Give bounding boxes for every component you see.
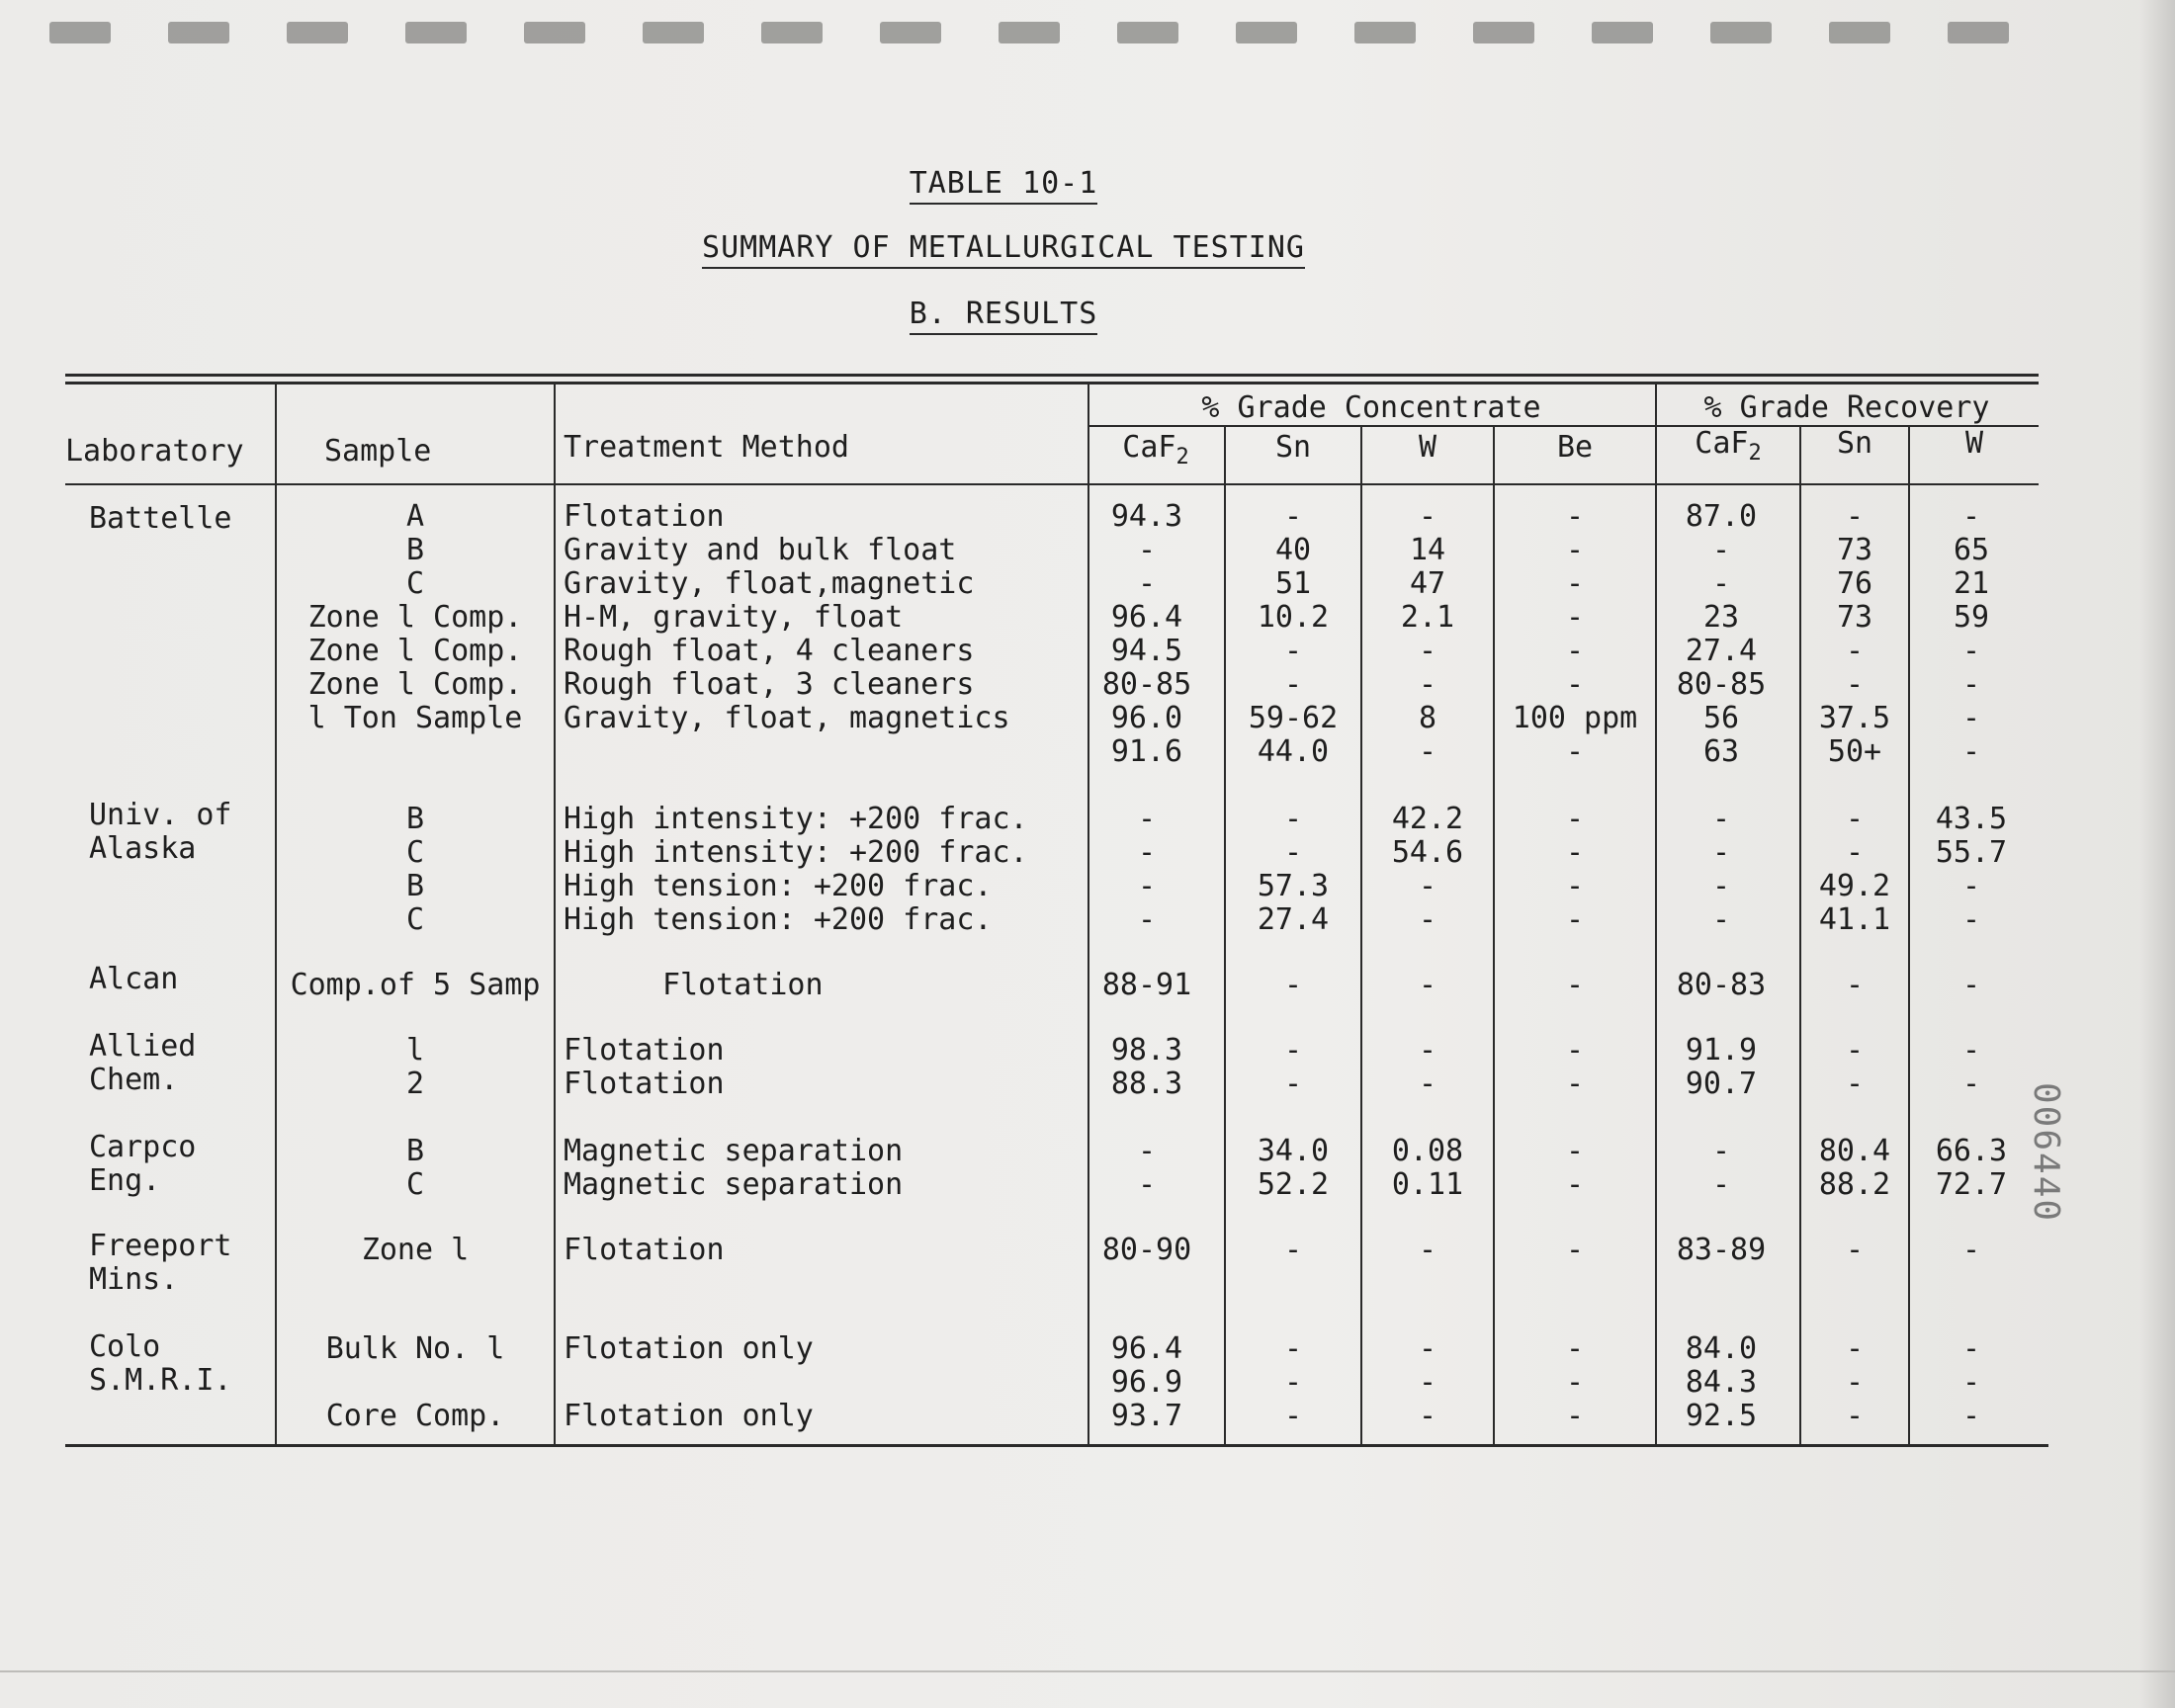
concentrate-sn-cell: - — [1283, 1399, 1303, 1433]
sample-cell: B — [405, 869, 425, 903]
recovery-caf2-cell: 63 — [1702, 734, 1740, 769]
table-bottom-rule — [65, 1444, 2048, 1447]
table-number: TABLE 10-1 — [0, 166, 2007, 201]
treatment-method-cell: Flotation — [662, 968, 824, 1002]
sample-cell: Zone l Comp. — [307, 600, 523, 635]
concentrate-be-cell: - — [1565, 600, 1585, 635]
concentrate-w-cell: - — [1418, 1233, 1437, 1267]
concentrate-sn-cell: 40 — [1274, 533, 1312, 567]
concentrate-caf2-cell: - — [1137, 869, 1157, 903]
recovery-caf2-cell: - — [1711, 1167, 1731, 1202]
recovery-w-cell: 65 — [1953, 533, 1990, 567]
recovery-sn-cell: 73 — [1836, 600, 1873, 635]
header-c-sn: Sn — [1274, 430, 1312, 465]
concentrate-caf2-cell: - — [1137, 566, 1157, 601]
recovery-sn-cell: - — [1845, 1233, 1865, 1267]
recovery-w-cell: - — [1961, 1067, 1981, 1101]
recovery-sn-cell: - — [1845, 1399, 1865, 1433]
header-grade-concentrate: % Grade Concentrate — [1201, 390, 1541, 425]
recovery-w-cell: - — [1961, 499, 1981, 534]
page-edge-shadow — [2139, 0, 2175, 1708]
header-c-caf2: CaF$_2$ — [1122, 430, 1189, 470]
concentrate-caf2-cell: 96.4 — [1110, 1331, 1183, 1366]
header-c-w: W — [1418, 430, 1437, 465]
concentrate-be-cell: - — [1565, 902, 1585, 937]
treatment-method-cell: Gravity and bulk float — [564, 533, 957, 567]
recovery-sn-cell: - — [1845, 667, 1865, 702]
recovery-w-cell: 55.7 — [1935, 835, 2008, 870]
page-stamp-number: 006440 — [2026, 1082, 2066, 1224]
table-title: SUMMARY OF METALLURGICAL TESTING — [0, 230, 2007, 265]
recovery-sn-cell: 37.5 — [1818, 701, 1891, 735]
sample-cell: l Ton Sample — [307, 701, 523, 735]
treatment-method-cell: H-M, gravity, float — [564, 600, 904, 635]
concentrate-sn-cell: - — [1283, 802, 1303, 836]
sample-cell: B — [405, 1134, 425, 1168]
concentrate-caf2-cell: 80-85 — [1101, 667, 1192, 702]
concentrate-sn-cell: - — [1283, 499, 1303, 534]
recovery-sn-cell: 80.4 — [1818, 1134, 1891, 1168]
concentrate-w-cell: 8 — [1418, 701, 1437, 735]
concentrate-sn-cell: - — [1283, 1365, 1303, 1400]
concentrate-w-cell: - — [1418, 869, 1437, 903]
recovery-w-cell: 21 — [1953, 566, 1990, 601]
recovery-sn-cell: - — [1845, 802, 1865, 836]
concentrate-sn-cell: - — [1283, 1233, 1303, 1267]
recovery-sn-cell: 88.2 — [1818, 1167, 1891, 1202]
lab-name: Freeport — [89, 1229, 232, 1263]
sample-cell: 2 — [405, 1067, 425, 1101]
concentrate-be-cell: - — [1565, 634, 1585, 668]
sample-cell: C — [405, 902, 425, 937]
concentrate-w-cell: 42.2 — [1391, 802, 1464, 836]
sample-cell: C — [405, 835, 425, 870]
concentrate-w-cell: - — [1418, 1399, 1437, 1433]
concentrate-be-cell: - — [1565, 1331, 1585, 1366]
sample-cell: C — [405, 1167, 425, 1202]
lab-name-line2: S.M.R.I. — [89, 1363, 232, 1398]
concentrate-be-cell: - — [1565, 1033, 1585, 1068]
header-bottom-rule — [65, 483, 2039, 485]
concentrate-w-cell: - — [1418, 1365, 1437, 1400]
concentrate-caf2-cell: - — [1137, 835, 1157, 870]
treatment-method-cell: Flotation — [564, 1067, 725, 1101]
concentrate-w-cell: 0.11 — [1391, 1167, 1464, 1202]
concentrate-be-cell: - — [1565, 1233, 1585, 1267]
recovery-caf2-cell: 56 — [1702, 701, 1740, 735]
recovery-caf2-cell: 23 — [1702, 600, 1740, 635]
concentrate-sn-cell: - — [1283, 634, 1303, 668]
concentrate-w-cell: 2.1 — [1400, 600, 1455, 635]
recovery-sn-cell: 73 — [1836, 533, 1873, 567]
recovery-sn-cell: - — [1845, 968, 1865, 1002]
recovery-caf2-cell: 80-83 — [1676, 968, 1767, 1002]
recovery-sn-cell: 50+ — [1827, 734, 1882, 769]
concentrate-sn-cell: 52.2 — [1257, 1167, 1330, 1202]
recovery-caf2-cell: 92.5 — [1685, 1399, 1758, 1433]
concentrate-be-cell: - — [1565, 667, 1585, 702]
lab-name-line2: Mins. — [89, 1262, 179, 1297]
concentrate-caf2-cell: 94.5 — [1110, 634, 1183, 668]
concentrate-w-cell: - — [1418, 1033, 1437, 1068]
concentrate-caf2-cell: 91.6 — [1110, 734, 1183, 769]
recovery-sn-cell: - — [1845, 1033, 1865, 1068]
concentrate-be-cell: - — [1565, 533, 1585, 567]
treatment-method-cell: High intensity: +200 frac. — [564, 802, 1028, 836]
concentrate-caf2-cell: 94.3 — [1110, 499, 1183, 534]
sample-cell: Zone l — [361, 1233, 470, 1267]
concentrate-sn-cell: 34.0 — [1257, 1134, 1330, 1168]
recovery-w-cell: - — [1961, 667, 1981, 702]
concentrate-sn-cell: 10.2 — [1257, 600, 1330, 635]
recovery-caf2-cell: 27.4 — [1685, 634, 1758, 668]
treatment-method-cell: Flotation only — [564, 1331, 814, 1366]
concentrate-sn-cell: - — [1283, 1067, 1303, 1101]
recovery-sn-cell: - — [1845, 499, 1865, 534]
header-treatment-method: Treatment Method — [564, 430, 849, 465]
recovery-caf2-cell: 91.9 — [1685, 1033, 1758, 1068]
recovery-w-cell: - — [1961, 734, 1981, 769]
concentrate-sn-cell: - — [1283, 1331, 1303, 1366]
sample-cell: C — [405, 566, 425, 601]
recovery-caf2-cell: - — [1711, 902, 1731, 937]
treatment-method-cell: Flotation only — [564, 1399, 814, 1433]
recovery-sn-cell: 76 — [1836, 566, 1873, 601]
recovery-w-cell: - — [1961, 1399, 1981, 1433]
table-top-rule-double — [65, 382, 2039, 384]
recovery-caf2-cell: 90.7 — [1685, 1067, 1758, 1101]
concentrate-sn-cell: 44.0 — [1257, 734, 1330, 769]
recovery-sn-cell: 49.2 — [1818, 869, 1891, 903]
sample-cell: Core Comp. — [325, 1399, 505, 1433]
col-rule-sample — [275, 384, 277, 1444]
concentrate-be-cell: - — [1565, 1365, 1585, 1400]
concentrate-sn-cell: - — [1283, 835, 1303, 870]
concentrate-sn-cell: 27.4 — [1257, 902, 1330, 937]
col-rule-treatment — [554, 384, 556, 1444]
treatment-method-cell: Rough float, 4 cleaners — [564, 634, 975, 668]
recovery-sn-cell: - — [1845, 1365, 1865, 1400]
concentrate-caf2-cell: - — [1137, 533, 1157, 567]
lab-name-line2: Eng. — [89, 1163, 161, 1198]
recovery-w-cell: - — [1961, 701, 1981, 735]
lab-name: Alcan — [89, 962, 179, 996]
concentrate-caf2-cell: - — [1137, 1134, 1157, 1168]
header-sample: Sample — [324, 434, 432, 469]
recovery-w-cell: 66.3 — [1935, 1134, 2008, 1168]
concentrate-caf2-cell: 80-90 — [1101, 1233, 1192, 1267]
concentrate-caf2-cell: - — [1137, 802, 1157, 836]
concentrate-w-cell: - — [1418, 734, 1437, 769]
recovery-w-cell: 59 — [1953, 600, 1990, 635]
treatment-method-cell: High tension: +200 frac. — [564, 902, 993, 937]
concentrate-w-cell: 14 — [1409, 533, 1446, 567]
sample-cell: A — [405, 499, 425, 534]
concentrate-caf2-cell: - — [1137, 1167, 1157, 1202]
header-grade-recovery: % Grade Recovery — [1703, 390, 1990, 425]
sample-cell: B — [405, 802, 425, 836]
concentrate-w-cell: 47 — [1409, 566, 1446, 601]
lab-name-line2: Chem. — [89, 1063, 179, 1097]
concentrate-caf2-cell: 88-91 — [1101, 968, 1192, 1002]
spiral-binding — [40, 12, 2076, 51]
treatment-method-cell: Gravity, float, magnetics — [564, 701, 1010, 735]
concentrate-caf2-cell: 93.7 — [1110, 1399, 1183, 1433]
recovery-sn-cell: - — [1845, 1331, 1865, 1366]
recovery-w-cell: 43.5 — [1935, 802, 2008, 836]
treatment-method-cell: High tension: +200 frac. — [564, 869, 993, 903]
sample-cell: Zone l Comp. — [307, 634, 523, 668]
concentrate-sn-cell: 59-62 — [1248, 701, 1339, 735]
recovery-caf2-cell: 80-85 — [1676, 667, 1767, 702]
treatment-method-cell: Flotation — [564, 1033, 725, 1068]
concentrate-w-cell: - — [1418, 634, 1437, 668]
recovery-w-cell: - — [1961, 968, 1981, 1002]
lab-name: Allied — [89, 1029, 197, 1064]
recovery-w-cell: - — [1961, 1365, 1981, 1400]
recovery-caf2-cell: 87.0 — [1685, 499, 1758, 534]
treatment-method-cell: Rough float, 3 cleaners — [564, 667, 975, 702]
recovery-w-cell: - — [1961, 869, 1981, 903]
treatment-method-cell: Gravity, float,magnetic — [564, 566, 975, 601]
header-laboratory: Laboratory — [65, 434, 244, 469]
concentrate-caf2-cell: - — [1137, 902, 1157, 937]
sample-cell: Comp.of 5 Samp — [290, 968, 541, 1002]
treatment-method-cell: Flotation — [564, 499, 725, 534]
recovery-caf2-cell: 83-89 — [1676, 1233, 1767, 1267]
recovery-caf2-cell: - — [1711, 802, 1731, 836]
concentrate-be-cell: - — [1565, 1399, 1585, 1433]
lab-name: Battelle — [89, 501, 232, 536]
recovery-caf2-cell: 84.3 — [1685, 1365, 1758, 1400]
concentrate-be-cell: - — [1565, 734, 1585, 769]
header-c-be: Be — [1556, 430, 1594, 465]
header-r-caf2: CaF$_2$ — [1695, 426, 1762, 466]
concentrate-sn-cell: 51 — [1274, 566, 1312, 601]
sample-cell: B — [405, 533, 425, 567]
recovery-sn-cell: - — [1845, 1067, 1865, 1101]
concentrate-w-cell: - — [1418, 968, 1437, 1002]
concentrate-w-cell: - — [1418, 902, 1437, 937]
concentrate-w-cell: 54.6 — [1391, 835, 1464, 870]
recovery-caf2-cell: - — [1711, 566, 1731, 601]
section-title: B. RESULTS — [0, 297, 2007, 331]
concentrate-be-cell: - — [1565, 1134, 1585, 1168]
recovery-w-cell: - — [1961, 902, 1981, 937]
lab-name: Colo — [89, 1329, 161, 1364]
recovery-caf2-cell: - — [1711, 869, 1731, 903]
recovery-caf2-cell: - — [1711, 533, 1731, 567]
lab-name: Univ. of — [89, 798, 232, 832]
lab-name-line2: Alaska — [89, 831, 197, 866]
concentrate-be-cell: - — [1565, 802, 1585, 836]
lab-name: Carpco — [89, 1130, 197, 1164]
sample-cell: Bulk No. l — [325, 1331, 505, 1366]
sample-cell: l — [405, 1033, 425, 1068]
concentrate-be-cell: - — [1565, 499, 1585, 534]
concentrate-be-cell: - — [1565, 566, 1585, 601]
recovery-caf2-cell: - — [1711, 835, 1731, 870]
concentrate-sn-cell: 57.3 — [1257, 869, 1330, 903]
concentrate-sn-cell: - — [1283, 667, 1303, 702]
concentrate-sn-cell: - — [1283, 968, 1303, 1002]
header-r-w: W — [1964, 426, 1984, 461]
recovery-w-cell: - — [1961, 1331, 1981, 1366]
concentrate-w-cell: - — [1418, 1067, 1437, 1101]
sample-cell: Zone l Comp. — [307, 667, 523, 702]
recovery-sn-cell: - — [1845, 835, 1865, 870]
recovery-w-cell: - — [1961, 1033, 1981, 1068]
recovery-w-cell: - — [1961, 634, 1981, 668]
page-bottom-edge — [0, 1670, 2175, 1672]
concentrate-be-cell: - — [1565, 1167, 1585, 1202]
concentrate-caf2-cell: 96.9 — [1110, 1365, 1183, 1400]
treatment-method-cell: Flotation — [564, 1233, 725, 1267]
concentrate-caf2-cell: 96.4 — [1110, 600, 1183, 635]
recovery-sn-cell: 41.1 — [1818, 902, 1891, 937]
concentrate-w-cell: - — [1418, 667, 1437, 702]
concentrate-w-cell: - — [1418, 1331, 1437, 1366]
treatment-method-cell: High intensity: +200 frac. — [564, 835, 1028, 870]
concentrate-be-cell: - — [1565, 835, 1585, 870]
table-top-rule — [65, 374, 2039, 377]
recovery-w-cell: - — [1961, 1233, 1981, 1267]
concentrate-be-cell: - — [1565, 968, 1585, 1002]
header-r-sn: Sn — [1836, 426, 1873, 461]
concentrate-be-cell: - — [1565, 869, 1585, 903]
treatment-method-cell: Magnetic separation — [564, 1134, 904, 1168]
recovery-caf2-cell: - — [1711, 1134, 1731, 1168]
recovery-caf2-cell: 84.0 — [1685, 1331, 1758, 1366]
concentrate-caf2-cell: 88.3 — [1110, 1067, 1183, 1101]
recovery-w-cell: 72.7 — [1935, 1167, 2008, 1202]
concentrate-caf2-cell: 96.0 — [1110, 701, 1183, 735]
treatment-method-cell: Magnetic separation — [564, 1167, 904, 1202]
concentrate-be-cell: - — [1565, 1067, 1585, 1101]
concentrate-sn-cell: - — [1283, 1033, 1303, 1068]
concentrate-w-cell: 0.08 — [1391, 1134, 1464, 1168]
concentrate-caf2-cell: 98.3 — [1110, 1033, 1183, 1068]
recovery-sn-cell: - — [1845, 634, 1865, 668]
concentrate-be-cell: 100 ppm — [1512, 701, 1638, 735]
concentrate-w-cell: - — [1418, 499, 1437, 534]
